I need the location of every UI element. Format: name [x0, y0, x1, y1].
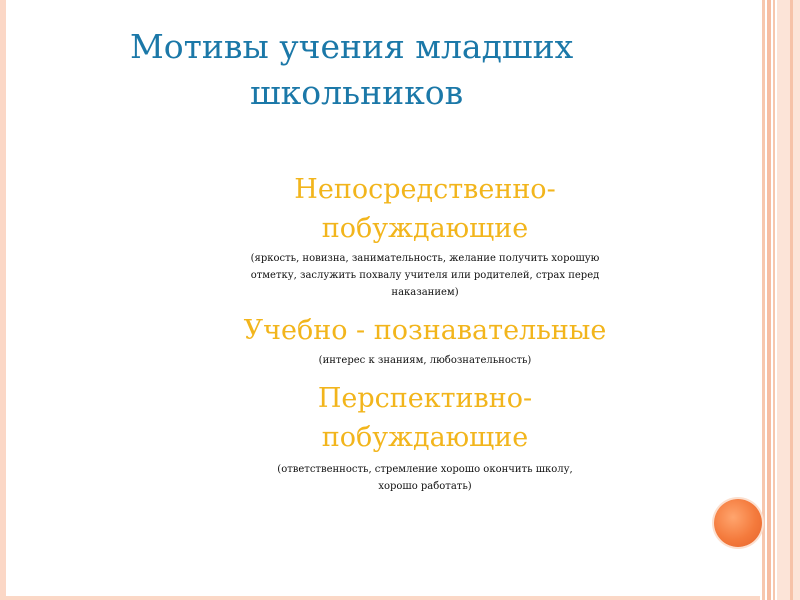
- motive-description-line: (яркость, новизна, занимательность, желание получить хорошую: [250, 253, 600, 264]
- motive-heading-text: Учебно - познавательные: [243, 315, 607, 346]
- slide-border-left: [0, 0, 6, 600]
- motive-description: [200, 352, 650, 369]
- motive-description-line: хорошо работать): [378, 481, 472, 492]
- motive-description-line: (ответственность, стремление хорошо окончить школу,: [277, 464, 573, 475]
- motive-block-perspective: [200, 379, 650, 495]
- motive-description-line: (интерес к знаниям, любознательность): [318, 355, 532, 366]
- slide-content: [200, 170, 650, 495]
- decorative-stripe: [773, 0, 775, 600]
- slide-title-line1: Мотивы учения младших: [130, 27, 574, 66]
- motive-heading-text: Непосредственно-побуждающие: [294, 174, 556, 244]
- motive-heading: [200, 311, 650, 350]
- motive-block-cognitive: [200, 311, 650, 369]
- motive-heading: [200, 170, 650, 248]
- motive-description: [200, 250, 650, 301]
- motive-description-line: наказанием): [391, 287, 459, 298]
- decorative-orange-circle: [714, 499, 762, 547]
- slide-border-bottom: [0, 596, 760, 600]
- motive-heading-text: Перспективно-побуждающие: [317, 383, 533, 453]
- motive-block-immediate: [200, 170, 650, 301]
- slide-title: [120, 24, 680, 116]
- motive-heading: [200, 379, 650, 457]
- decorative-stripe: [790, 0, 793, 600]
- decorative-stripe: [767, 0, 771, 600]
- motive-description: [200, 461, 650, 495]
- decorative-stripe: [777, 0, 800, 600]
- motive-description-line: отметку, заслужить похвалу учителя или родителей, страх перед: [250, 270, 600, 281]
- decorative-stripe: [762, 0, 765, 600]
- slide-title-line2: школьников: [250, 73, 464, 112]
